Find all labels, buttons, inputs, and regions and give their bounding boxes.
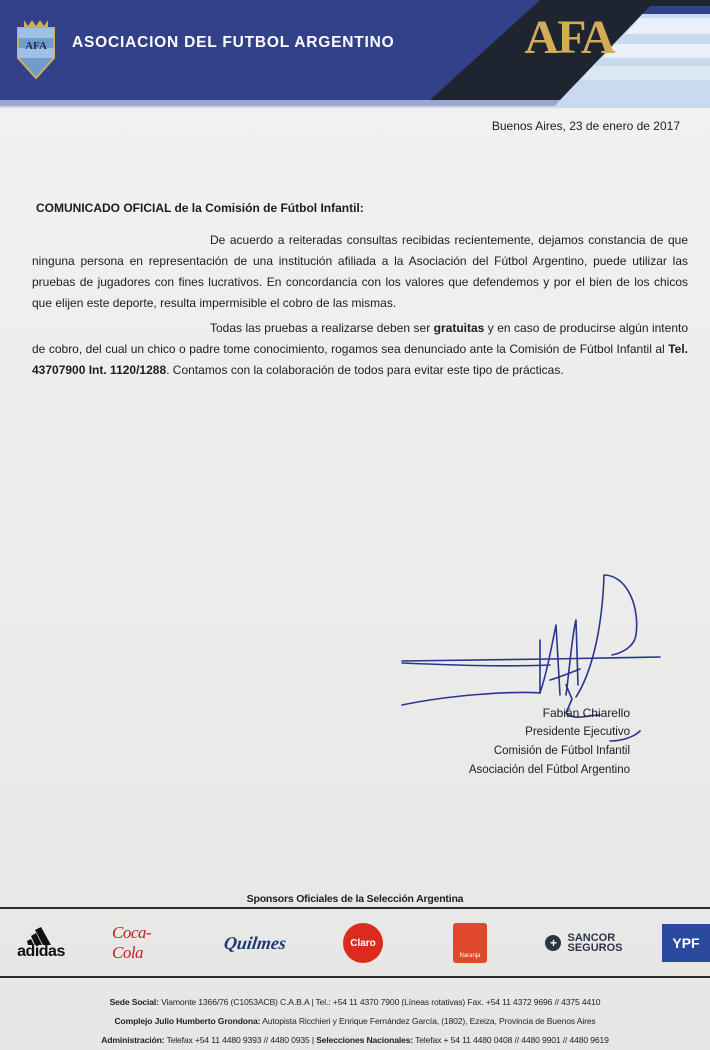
- sponsors-bottom-divider: [0, 976, 710, 978]
- claro-wordmark: Claro: [350, 937, 376, 949]
- signatory-role: Presidente Ejecutivo: [525, 726, 630, 738]
- sponsors-top-divider: [0, 907, 710, 909]
- footer-line2-label: Complejo Julio Humberto Grondona:: [114, 1016, 261, 1026]
- signatory-name: Fabián Chiarello: [542, 706, 630, 720]
- signature-block: [469, 704, 630, 780]
- letterhead-banner: [0, 0, 710, 108]
- ypf-logo-icon: [662, 924, 710, 962]
- footer-line3-label2: Selecciones Nacionales:: [316, 1035, 414, 1045]
- footer-line3-text: Telefax +54 11 4480 9393 // 4480 0935 |: [164, 1035, 317, 1045]
- sponsor-sancor: [536, 912, 632, 974]
- quilmes-wordmark: Quilmes: [222, 932, 288, 953]
- cocacola-wordmark: Coca-Cola: [112, 923, 152, 962]
- organization-name: ASOCIACION DEL FUTBOL ARGENTINO: [72, 34, 395, 51]
- sponsor-ypf: [662, 912, 710, 974]
- paragraph-2: [32, 318, 688, 381]
- sancor-wordmark-1: SANCOR: [567, 932, 616, 944]
- paragraph-2-after: . Contamos con la colaboración de todos para evitar este tipo de prácticas.: [166, 363, 564, 377]
- signatory-department: Comisión de Fútbol Infantil: [493, 745, 630, 757]
- paragraph-2-middle: y en caso de producirse algún intento de cobro, del cual un chico o padre tome conocimiento, rogamos sea denunciado ante la Comisión de Fútbol Infantil al: [32, 321, 688, 356]
- ypf-wordmark: YPF: [672, 935, 700, 951]
- naranja-wordmark: Naranja: [459, 953, 481, 959]
- contact-phone: Tel. 43707900 Int. 1120/1288: [32, 342, 688, 377]
- signatory-organization: Asociación del Fútbol Argentino: [468, 764, 630, 776]
- footer-line-headquarters: [0, 993, 710, 1012]
- footer-line2-text: Autopista Ricchieri y Enrique Fernández García, (1802), Ezeiza, Provincia de Buenos Aires: [260, 1016, 596, 1026]
- letter-date: Buenos Aires, 23 de enero de 2017: [491, 119, 680, 133]
- footer-line-administration: [0, 1031, 710, 1050]
- sancor-wordmark-2: SEGUROS: [567, 942, 623, 954]
- footer-line3-label: Administración:: [101, 1035, 165, 1045]
- footer-line1-label: Sede Social:: [109, 997, 159, 1007]
- claro-logo-icon: [343, 923, 383, 963]
- sponsor-claro: [340, 912, 386, 974]
- sancor-logo-icon: +: [545, 935, 561, 951]
- naranja-logo-icon: [453, 923, 487, 963]
- sponsor-adidas: [8, 912, 74, 974]
- afa-logo-text: AFA: [524, 11, 614, 64]
- sponsor-cocacola: [112, 912, 178, 974]
- paragraph-1-text: De acuerdo a reiteradas consultas recibidas recientemente, dejamos constancia de que ninguna persona en representación de una institución afiliada a la Asociación del Fútbol Argentino, puede utilizar las pruebas de jugadores con fines lucrativos. En concordancia con los valores que defendemos y por el bien de los chicos que elijen este deporte, resulta impermisible el cobro de las mismas.: [32, 233, 688, 310]
- adidas-wordmark: adidas: [17, 943, 65, 960]
- footer-line1-text: Viamonte 1366/76 (C1053ACB) C.A.B.A | Tel.: +54 11 4370 7900 (Líneas rotativas) Fax. +54 11 4372 9696 // 4375 4410: [158, 997, 601, 1007]
- adidas-stripes-icon: [26, 925, 56, 945]
- sponsor-quilmes: [220, 912, 290, 974]
- paragraph-1: [32, 230, 688, 314]
- afa-crest-icon: [14, 18, 58, 80]
- sponsors-title: Sponsors Oficiales de la Selección Argentina: [246, 893, 464, 905]
- sponsor-naranja: [448, 912, 492, 974]
- crest-text: AFA: [25, 40, 47, 52]
- paragraph-2-emphasis: gratuitas: [433, 321, 485, 335]
- paragraph-2-before: Todas las pruebas a realizarse deben ser: [210, 321, 434, 335]
- sponsor-logos: [0, 912, 710, 974]
- afa-logo: [523, 4, 615, 82]
- footer-contact-info: [0, 993, 710, 1050]
- footer-line3-text2: Telefax + 54 11 4480 0408 // 4480 9901 // 4480 9619: [413, 1035, 609, 1045]
- letter-subject: COMUNICADO OFICIAL de la Comisión de Fútbol Infantil:: [36, 201, 364, 215]
- footer-line-complex: [0, 1012, 710, 1031]
